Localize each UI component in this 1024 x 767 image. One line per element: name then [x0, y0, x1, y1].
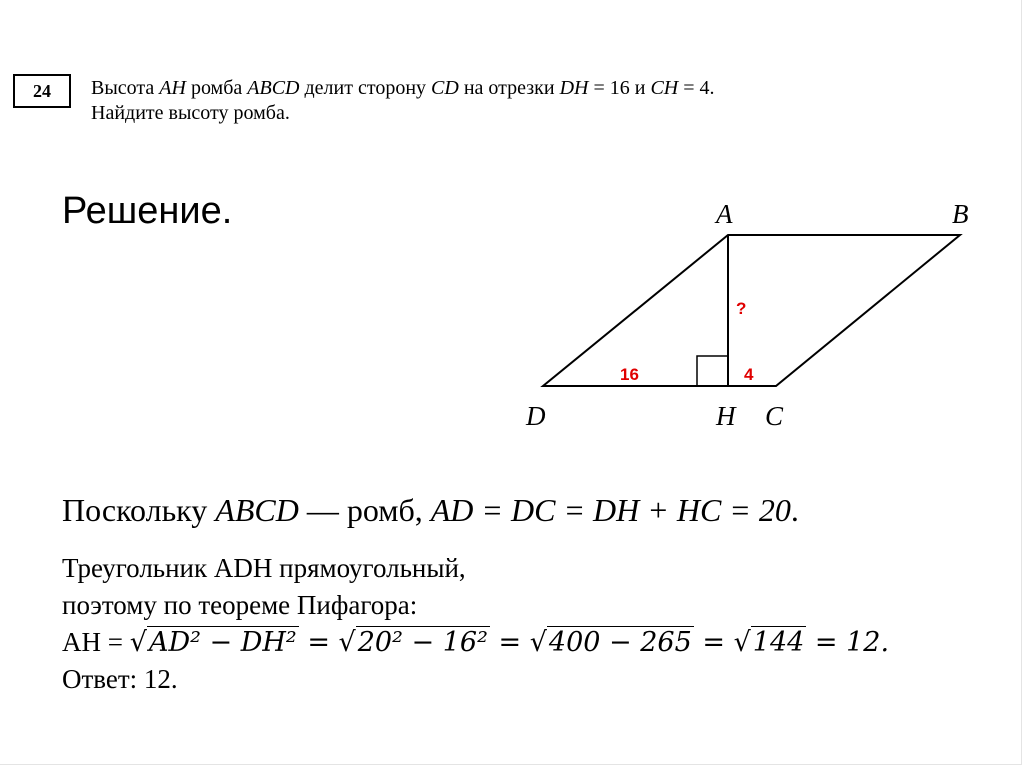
label-c: C	[765, 401, 784, 431]
radicand-4: 144	[752, 627, 805, 658]
task-number: 24	[33, 80, 51, 101]
rhombus-figure	[500, 190, 1000, 440]
side-length-equation: AD = DC = DH + HC = 20	[430, 492, 791, 528]
text-part: Поскольку	[62, 492, 216, 528]
solution-body	[62, 550, 889, 698]
radicand-2: 20² − 16²	[357, 627, 488, 658]
var-cd: CD	[431, 77, 459, 99]
text-part: Высота	[91, 77, 160, 99]
radical-icon: √	[529, 627, 547, 658]
answer: Ответ: 12.	[62, 664, 178, 694]
label-h: H	[716, 401, 736, 431]
var-abcd: ABCD	[215, 492, 299, 528]
pythagoras-formula	[62, 624, 889, 661]
label-a: A	[716, 199, 733, 229]
problem-line-1	[91, 76, 891, 101]
text-part: .	[790, 492, 799, 528]
text-part: ромба	[185, 77, 248, 99]
text-part: = 4.	[678, 77, 715, 99]
text-part: — ромб,	[298, 492, 431, 528]
radicand-1: AD² − DH²	[148, 627, 297, 658]
sqrt-3	[530, 624, 694, 661]
solution-heading: Решение.	[62, 190, 233, 232]
segment-hc-length: 4	[744, 365, 754, 384]
formula-lhs: АН =	[62, 627, 130, 657]
radical-icon: √	[733, 627, 751, 658]
segment-dh-length: 16	[620, 365, 639, 384]
var-ch: CH	[650, 77, 679, 99]
problem-line-2: Найдите высоту ромба.	[91, 102, 290, 124]
label-d: D	[526, 401, 546, 431]
equals: =	[298, 627, 339, 658]
unknown-height-mark: ?	[736, 299, 747, 318]
task-number-box	[13, 74, 71, 108]
rhombus-statement	[62, 492, 799, 529]
sqrt-2	[339, 624, 490, 661]
solution-line-2: поэтому по теореме Пифагора:	[62, 590, 418, 620]
var-ah: AH	[159, 77, 186, 99]
sqrt-4	[734, 624, 807, 661]
result: = 12.	[806, 627, 890, 658]
radical-icon: √	[338, 627, 356, 658]
var-abcd: ABCD	[247, 77, 300, 99]
problem-statement	[91, 76, 891, 126]
sqrt-1	[130, 624, 299, 661]
text-part: = 16 и	[588, 77, 651, 99]
right-angle-mark	[697, 356, 728, 386]
text-part: на отрезки	[458, 77, 560, 99]
equals: =	[489, 627, 530, 658]
radical-icon: √	[129, 627, 147, 658]
label-b: B	[952, 199, 969, 229]
equals: =	[693, 627, 734, 658]
var-dh: DH	[559, 77, 589, 99]
rhombus-abcd	[543, 235, 960, 386]
text-part: делит сторону	[299, 77, 432, 99]
solution-line-1: Треугольник ADH прямоугольный,	[62, 553, 466, 583]
radicand-3: 400 − 265	[548, 627, 692, 658]
